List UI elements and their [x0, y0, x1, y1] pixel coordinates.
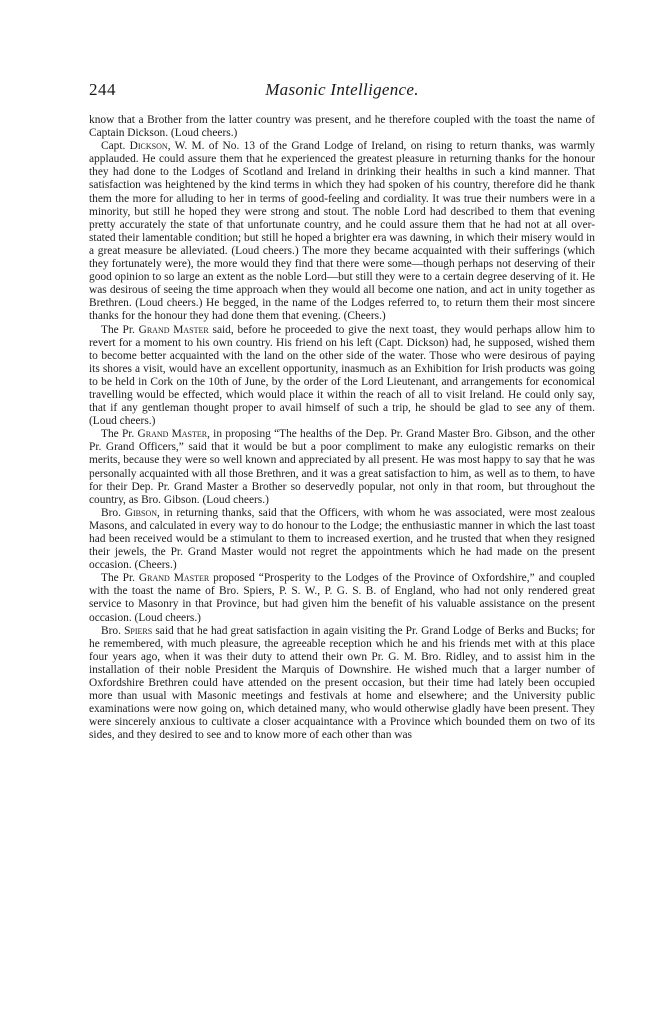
paragraph-text: , in proposing “The healths of the Dep. Pr. Grand Master Bro. Gibson, and the other Pr. Grand Officers,” said that it would be but a poor compliment to make any eulogistic remarks on their merits, because they were so well known and appreciated by all present. He was most happy to say that he was personally acquainted with all those Brethren, and it was a great satisfaction to him, as well as to them, to have for their Dep. Pr. Grand Master a Brother so deservedly popular, not only in that room, but throughout the country, as Bro. Gibson. (Loud cheers.) [89, 428, 595, 506]
page-header [89, 80, 595, 106]
paragraph-text: proposed “Prosperity to the Lodges of the Province of Oxfordshire,” and coupled with the toast the name of Bro. Spiers, P. S. W., P. G. S. B. of England, who had not only rendered great service to Masonry in that Province, but had given him the benefit of his valuable assistance on the present occasion. (Loud cheers.) [89, 572, 595, 624]
page-number: 244 [89, 80, 116, 99]
paragraph [89, 114, 595, 140]
paragraph-text: The Pr. [101, 428, 138, 441]
paragraph-text: The Pr. [101, 323, 139, 336]
paragraph-text: The Pr. [101, 572, 139, 585]
paragraph [89, 324, 595, 429]
paragraph-text: said, before he proceeded to give the next toast, they would perhaps allow him to revert for a moment to his own country. His friend on his left (Capt. Dickson) had, he supposed, wished them to become better acquainted with the land on the other side of the water. Those who were desirous of paying its shores a visit, would have an excellent opportunity, inasmuch as an Exhibition for Irish products was going to be held in Cork on the 10th of June, by the order of the Lord Lieutenant, and arrangements for economical travelling would be effected, which would place it within the reach of all to visit Ireland. He could only say, that if any gentleman thought proper to avail himself of such a trip, he should be glad to see any of them. (Loud cheers.) [89, 323, 595, 428]
paragraph-text: know that a Brother from the latter country was present, and he therefore coupled with the toast the name of Captain Dickson. (Loud cheers.) [89, 114, 595, 140]
paragraph [89, 140, 595, 323]
speaker-name: Dickson [129, 140, 168, 153]
speaker-name: Grand Master [137, 428, 208, 441]
paragraph [89, 572, 595, 624]
paragraph-text: , in returning thanks, said that the Officers, with whom he was associated, were most zealous Masons, and calculated in every way to do honour to the Lodge; the enthusiastic manner in which the last toast had been received would be a stimulant to them to increased exertion, and he trusted that when they resigned their jewels, the Pr. Grand Master would not regret the appointments which he had made on the present occasion. (Cheers.) [89, 506, 595, 572]
paragraph-text: Bro. [101, 624, 125, 637]
document-page [89, 80, 595, 743]
speaker-name: Spiers [124, 624, 153, 637]
speaker-name: Gibson [124, 506, 157, 519]
paragraph [89, 625, 595, 743]
paragraph-text: Capt. [101, 140, 130, 153]
paragraph-text: said that he had great satisfaction in again visiting the Pr. Grand Lodge of Berks and Bucks; for he remembered, with much pleasure, the agreeable reception which he and his friends met with at this place four years ago, when it was their duty to attend their own Pr. G. M. Bro. Ridley, and to assist him in the installation of their noble President the Marquis of Downshire. He wished much that a larger number of Oxfordshire Brethren could have attended on the present occasion, but their time had lately been occupied more than usual with Masonic meetings and festivals at home and elsewhere; and the University public examinations were now going on, which detained many, who would otherwise gladly have been present. They were sincerely anxious to cultivate a closer acquaintance with a Province which bounded them on two of its sides, and they desired to see and to know more of each other than was [89, 624, 595, 742]
speaker-name: Grand Master [138, 572, 210, 585]
paragraph-text: , W. M. of No. 13 of the Grand Lodge of Ireland, on rising to return thanks, was warmly applauded. He could assure them that he experienced the greatest pleasure in returning thanks for the honour they had done to the Lodges of Scotland and Ireland in drinking their healths in such a kind manner. That satisfaction was heightened by the kind terms in which they had spoken of his country, therefore did he thank them the more for alluding to her in terms of good-feeling and cordiality. It was true their numbers were in a minority, but still he hoped they were strong and stout. The noble Lord had described to them that evening pretty accurately the state of that unfortunate country, and he could assure them that he had not at all over-stated their lamentable condition; but still he hoped a brighter era was dawning, in which their misery would in a great measure be alleviated. (Loud cheers.) The more they became acquainted with their sufferings (which they fortunately were), the more would they find that there were some—though perhaps not deserving of their good opinion to so large an extent as the noble Lord—but still they were to a certain degree deserving of it. He was desirous of seeing the time approach when they would all become one nation, and act in unity together as Brethren. (Loud cheers.) He begged, in the name of the Lodges referred to, to return them their most sincere thanks for the honour they had done them that evening. (Cheers.) [89, 140, 595, 323]
speaker-name: Grand Master [138, 323, 209, 336]
paragraph [89, 507, 595, 572]
article-body [89, 114, 595, 743]
paragraph [89, 428, 595, 507]
paragraph-text: Bro. [101, 506, 125, 519]
running-title: Masonic Intelligence. [265, 80, 419, 99]
